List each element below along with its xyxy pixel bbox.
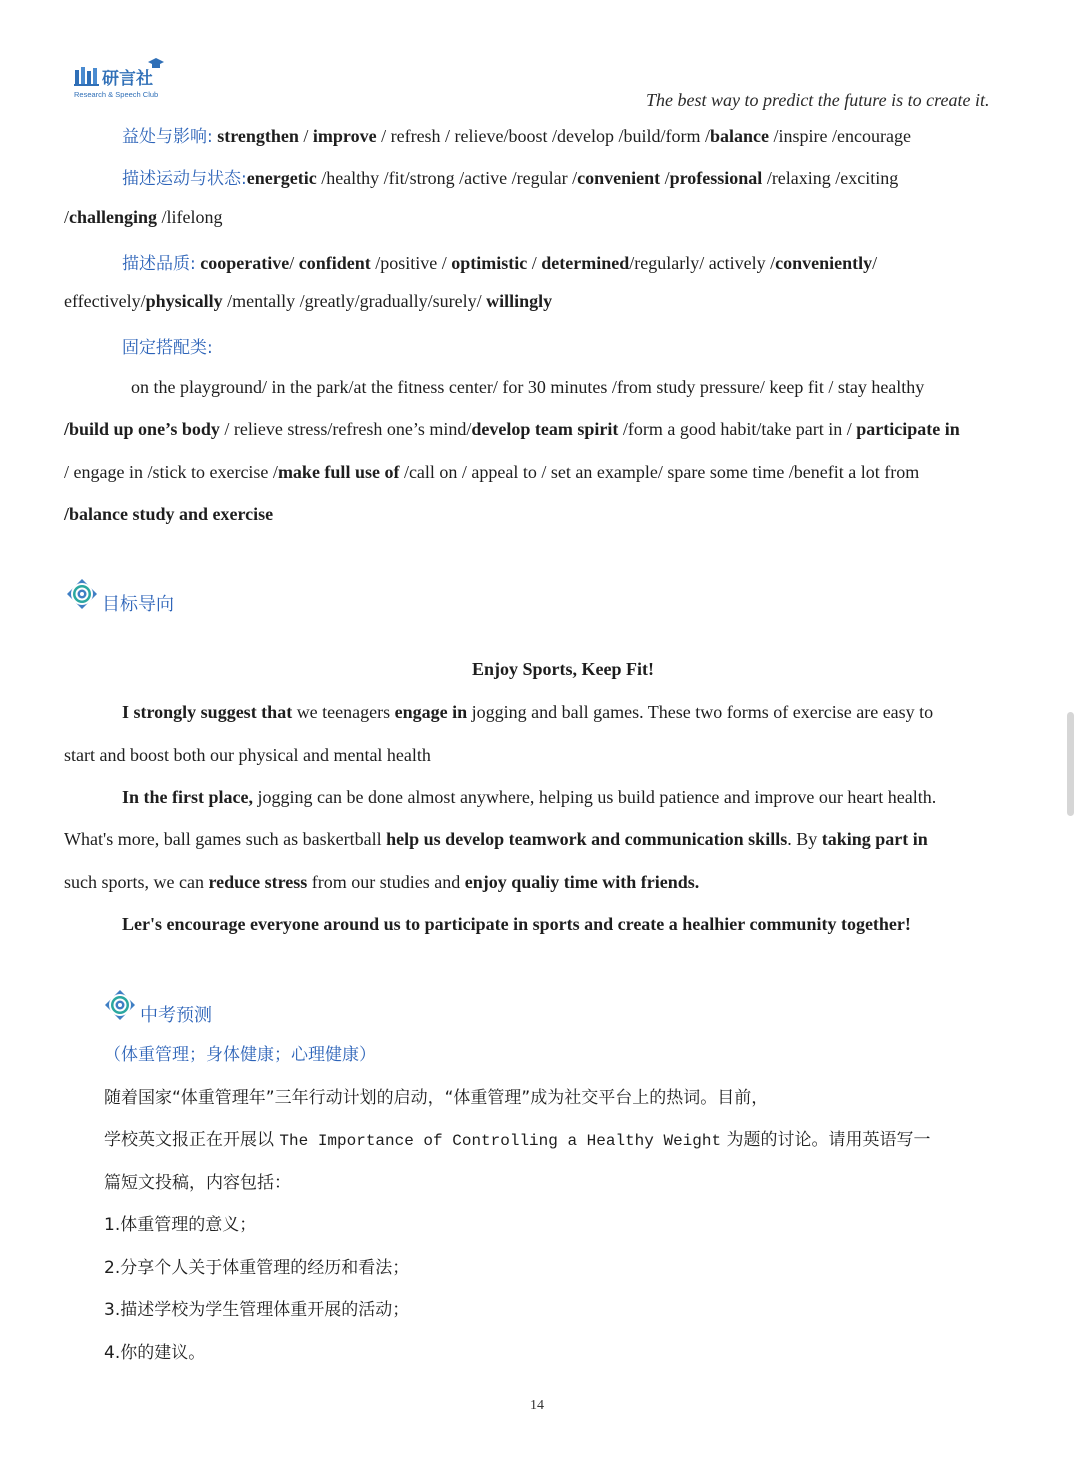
bold-term: conveniently	[775, 253, 873, 273]
text-run: /inspire /encourage	[769, 126, 911, 146]
phrase-label: 固定搭配类:	[122, 338, 213, 358]
text-run: /	[298, 126, 313, 146]
bold-term: In the first place,	[122, 787, 253, 807]
text-run: such sports, we can	[64, 872, 209, 892]
text-run: /relaxing /exciting	[762, 168, 899, 188]
quality-line-2	[64, 291, 552, 312]
text-run: /call on / appeal to / set an example/ spare some time /benefit a lot from	[399, 462, 920, 482]
phrase-line-2	[64, 419, 960, 440]
text-run: What's more, ball games such as baskertball	[64, 829, 387, 849]
logo-english-text: Research & Speech Club	[74, 90, 159, 99]
text-run: /	[872, 253, 878, 273]
phrase-line-4	[64, 504, 273, 525]
text-run: /regularly/ actively /	[629, 253, 776, 273]
bold-term: I strongly suggest that	[122, 702, 293, 722]
sport-words-2	[64, 207, 223, 227]
para3-line1	[122, 914, 911, 935]
bold-term: convenient	[577, 168, 661, 188]
bold-term: cooperative	[200, 253, 290, 273]
bold-term: physically	[145, 291, 223, 311]
text-run: /positive /	[370, 253, 452, 273]
text-run: from our studies and	[307, 872, 465, 892]
text-run: we teenagers	[292, 702, 395, 722]
prompt-line-2-title: The Importance of Controlling a Healthy Weight	[279, 1132, 722, 1150]
para2-text-2	[64, 829, 928, 849]
essay-title: Enjoy Sports, Keep Fit!	[472, 659, 654, 679]
prompt-line-2-pre: 学校英文报正在开展以	[104, 1130, 274, 1150]
bold-term: optimistic	[451, 253, 528, 273]
para1-line2	[64, 745, 431, 766]
text-run: /lifelong	[157, 207, 223, 227]
bold-term: engage in	[394, 702, 468, 722]
text-run: on the playground/ in the park/at the fitness center/ for 30 minutes /from study pressure/ keep fit / stay healthy	[131, 377, 925, 397]
quality-words-1	[196, 253, 877, 273]
text-run: jogging and ball games. These two forms of exercise are easy to	[467, 702, 934, 722]
bold-term: determined	[541, 253, 630, 273]
text-run: start and boost both our physical and mental health	[64, 745, 431, 765]
bold-term: Ler's encourage everyone around us to participate in sports and create a healhier community together!	[122, 914, 911, 934]
phrase-words-3	[64, 462, 919, 482]
text-run: / engage in /stick to exercise /	[64, 462, 278, 482]
prompt-item-2: 2.分享个人关于体重管理的经历和看法；	[104, 1258, 410, 1278]
sport-label: 描述运动与状态:	[122, 169, 247, 189]
bold-term: enjoy qualiy time with friends.	[464, 872, 700, 892]
para2-text-3	[64, 872, 699, 892]
bold-term: strengthen	[217, 126, 299, 146]
bold-term: willingly	[486, 291, 553, 311]
text-run: /healthy /fit/strong /active /regular /	[316, 168, 578, 188]
text-run: jogging can be done almost anywhere, helping us build patience and improve our heart health.	[252, 787, 937, 807]
page-number: 14	[530, 1398, 544, 1413]
phrase-line-1	[131, 377, 924, 398]
bold-term: participate in	[856, 419, 960, 439]
exam-topic: （体重管理；身体健康；心理健康）	[104, 1045, 376, 1065]
bold-term: help us develop teamwork and communication skills	[386, 829, 788, 849]
sport-words-1	[247, 168, 899, 188]
phrase-words-1	[131, 377, 924, 397]
prompt-line-3: 篇短文投稿，内容包括：	[104, 1173, 291, 1193]
quality-line-1	[122, 249, 877, 274]
prompt-line-2	[104, 1125, 930, 1150]
para1-text-1	[122, 702, 933, 722]
phrase-words-4	[64, 504, 273, 524]
text-run: /	[660, 168, 670, 188]
bold-term: confident	[298, 253, 371, 273]
para2-text-1	[122, 787, 936, 807]
para1-text-2	[64, 745, 431, 765]
text-run: / relieve stress/refresh one’s mind/	[219, 419, 472, 439]
text-run: / refresh / relieve/boost /develop /build/form /	[376, 126, 711, 146]
sport-line-2	[64, 207, 223, 228]
logo-chinese-text: 研言社	[102, 69, 153, 89]
exam-section-heading	[104, 983, 212, 1027]
para2-line3	[64, 872, 699, 893]
bold-term: professional	[669, 168, 763, 188]
para1-line1	[122, 702, 933, 723]
target-icon	[66, 578, 98, 610]
benefit-words	[217, 126, 911, 146]
scrollbar-thumb[interactable]	[1067, 712, 1074, 816]
prompt-item-1: 1.体重管理的意义；	[104, 1215, 257, 1235]
phrase-words-2	[64, 419, 960, 439]
bold-term: challenging	[69, 207, 158, 227]
text-run: /mentally /greatly/gradually/surely/	[222, 291, 487, 311]
sport-line-1	[122, 164, 898, 189]
bold-term: energetic	[246, 168, 317, 188]
text-run: /form a good habit/take part in /	[618, 419, 857, 439]
prompt-line-2-post: 为题的讨论。请用英语写一	[726, 1130, 931, 1150]
prompt-item-3: 3.描述学校为学生管理体重开展的活动；	[104, 1300, 410, 1320]
para2-line1	[122, 787, 936, 808]
para3-text-1	[122, 914, 911, 934]
goal-section-heading	[66, 572, 174, 616]
para2-line2	[64, 829, 928, 850]
bold-term: develop team spirit	[471, 419, 619, 439]
bold-term: improve	[312, 126, 377, 146]
exam-heading-text: 中考预测	[140, 1005, 212, 1026]
bold-term: balance	[710, 126, 770, 146]
bold-term: make full use of	[277, 462, 400, 482]
bold-term: taking part in	[821, 829, 928, 849]
quality-words-2	[64, 291, 552, 311]
text-run: /	[527, 253, 542, 273]
target-icon	[104, 989, 136, 1021]
goal-heading-text: 目标导向	[102, 594, 174, 615]
bold-term: /build up one’s body	[64, 419, 220, 439]
text-run: /	[64, 207, 70, 227]
text-run: . By	[787, 829, 822, 849]
graduation-cap-icon	[148, 58, 164, 70]
club-logo	[72, 58, 172, 102]
phrase-line-3	[64, 462, 919, 483]
books-icon	[74, 66, 100, 88]
bold-term: /balance study and exercise	[64, 504, 274, 524]
prompt-item-4: 4.你的建议。	[104, 1343, 206, 1363]
benefit-label: 益处与影响:	[122, 127, 213, 147]
benefit-line	[122, 122, 911, 147]
text-run: effectively/	[64, 291, 146, 311]
bold-term: reduce stress	[208, 872, 308, 892]
motto: The best way to predict the future is to create it.	[646, 90, 990, 110]
prompt-line-1: 随着国家“体重管理年”三年行动计划的启动，“体重管理”成为社交平台上的热词。目前，	[104, 1088, 769, 1108]
text-run: /	[289, 253, 299, 273]
quality-label: 描述品质:	[122, 254, 196, 274]
